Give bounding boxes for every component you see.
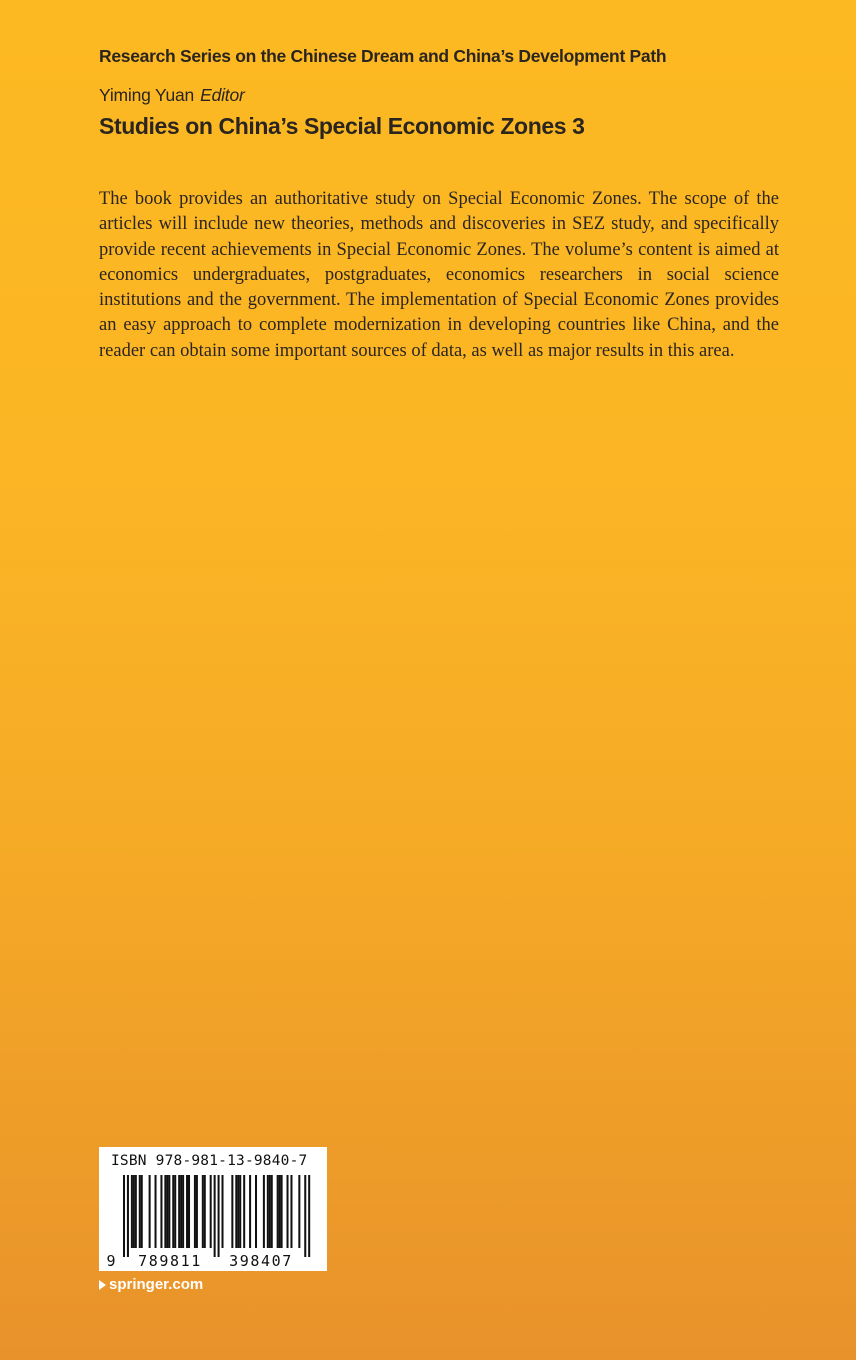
barcode-bar [263,1175,265,1248]
barcode-bar [298,1175,300,1248]
barcode-bar [172,1175,174,1248]
barcode-bar [155,1175,157,1248]
barcode-bar [131,1175,133,1248]
barcode-bar [239,1175,241,1248]
barcode-left-digits: 789811 [138,1252,202,1270]
barcode-bar [231,1175,233,1248]
editor-line [99,85,245,106]
barcode-bar [139,1175,141,1248]
barcode-bar [267,1175,269,1248]
series-title: Research Series on the Chinese Dream and China’s Development Path [99,46,667,66]
barcode-bar [182,1175,184,1248]
barcode-bar [290,1175,292,1248]
barcode-bar [218,1175,220,1257]
barcode-right-digits: 398407 [229,1252,293,1270]
barcode-bar [196,1175,198,1248]
book-title: Studies on China’s Special Economic Zones 3 [99,113,585,139]
barcode-bar [281,1175,283,1248]
barcode-bar [304,1175,306,1257]
barcode-bar [204,1175,206,1248]
arrow-right-icon [99,1280,106,1290]
barcode-bar [279,1175,281,1248]
barcode-bar [202,1175,204,1248]
barcode-bar [222,1175,224,1248]
barcode-bar [235,1175,237,1248]
barcode-bar [269,1175,271,1248]
barcode-bar [255,1175,257,1248]
barcode-bar [168,1175,170,1248]
editor-name: Yiming Yuan [99,85,195,105]
barcode-bar [164,1175,166,1248]
barcode-bars [99,1147,327,1271]
book-description: The book provides an authoritative study on Special Economic Zones. The scope of the articles will include new theories, methods and discoveries in SEZ study, and specifically provide recent achievements in Special Economic Zones. The volume’s content is aimed at economics undergraduates, postgraduates, economics researchers in social science institutions and the government. The implementation of Special Economic Zones provides an easy approach to complete modernization in developing countries like China, and the reader can obtain some important sources of data, as well as major results in this area. [99,189,779,361]
barcode-first-digit: 9 [106,1252,116,1270]
barcode-bar [308,1175,310,1257]
barcode-bar [249,1175,251,1248]
barcode-bar [178,1175,180,1248]
publisher-link[interactable] [99,1276,203,1293]
isbn-barcode [99,1147,327,1271]
barcode-bar [174,1175,176,1248]
barcode-bar [277,1175,279,1248]
barcode-bar [188,1175,190,1248]
barcode-bar [141,1175,143,1248]
barcode-bar [180,1175,182,1248]
barcode-bar [287,1175,289,1248]
barcode-bar [194,1175,196,1248]
barcode-bar [237,1175,239,1248]
publisher-link-text: springer.com [109,1276,204,1293]
editor-role: Editor [200,85,245,105]
barcode-bar [166,1175,168,1248]
barcode-bar [127,1175,129,1257]
barcode-bar [214,1175,216,1257]
isbn-label: ISBN 978-981-13-9840-7 [111,1153,308,1169]
barcode-bar [133,1175,135,1248]
barcode-bar [149,1175,151,1248]
barcode-bar [123,1175,125,1257]
barcode-bar [210,1175,212,1248]
barcode-bar [160,1175,162,1248]
barcode-bar [186,1175,188,1248]
barcode-bar [271,1175,273,1248]
barcode-bar [243,1175,245,1248]
barcode-bar [135,1175,137,1248]
